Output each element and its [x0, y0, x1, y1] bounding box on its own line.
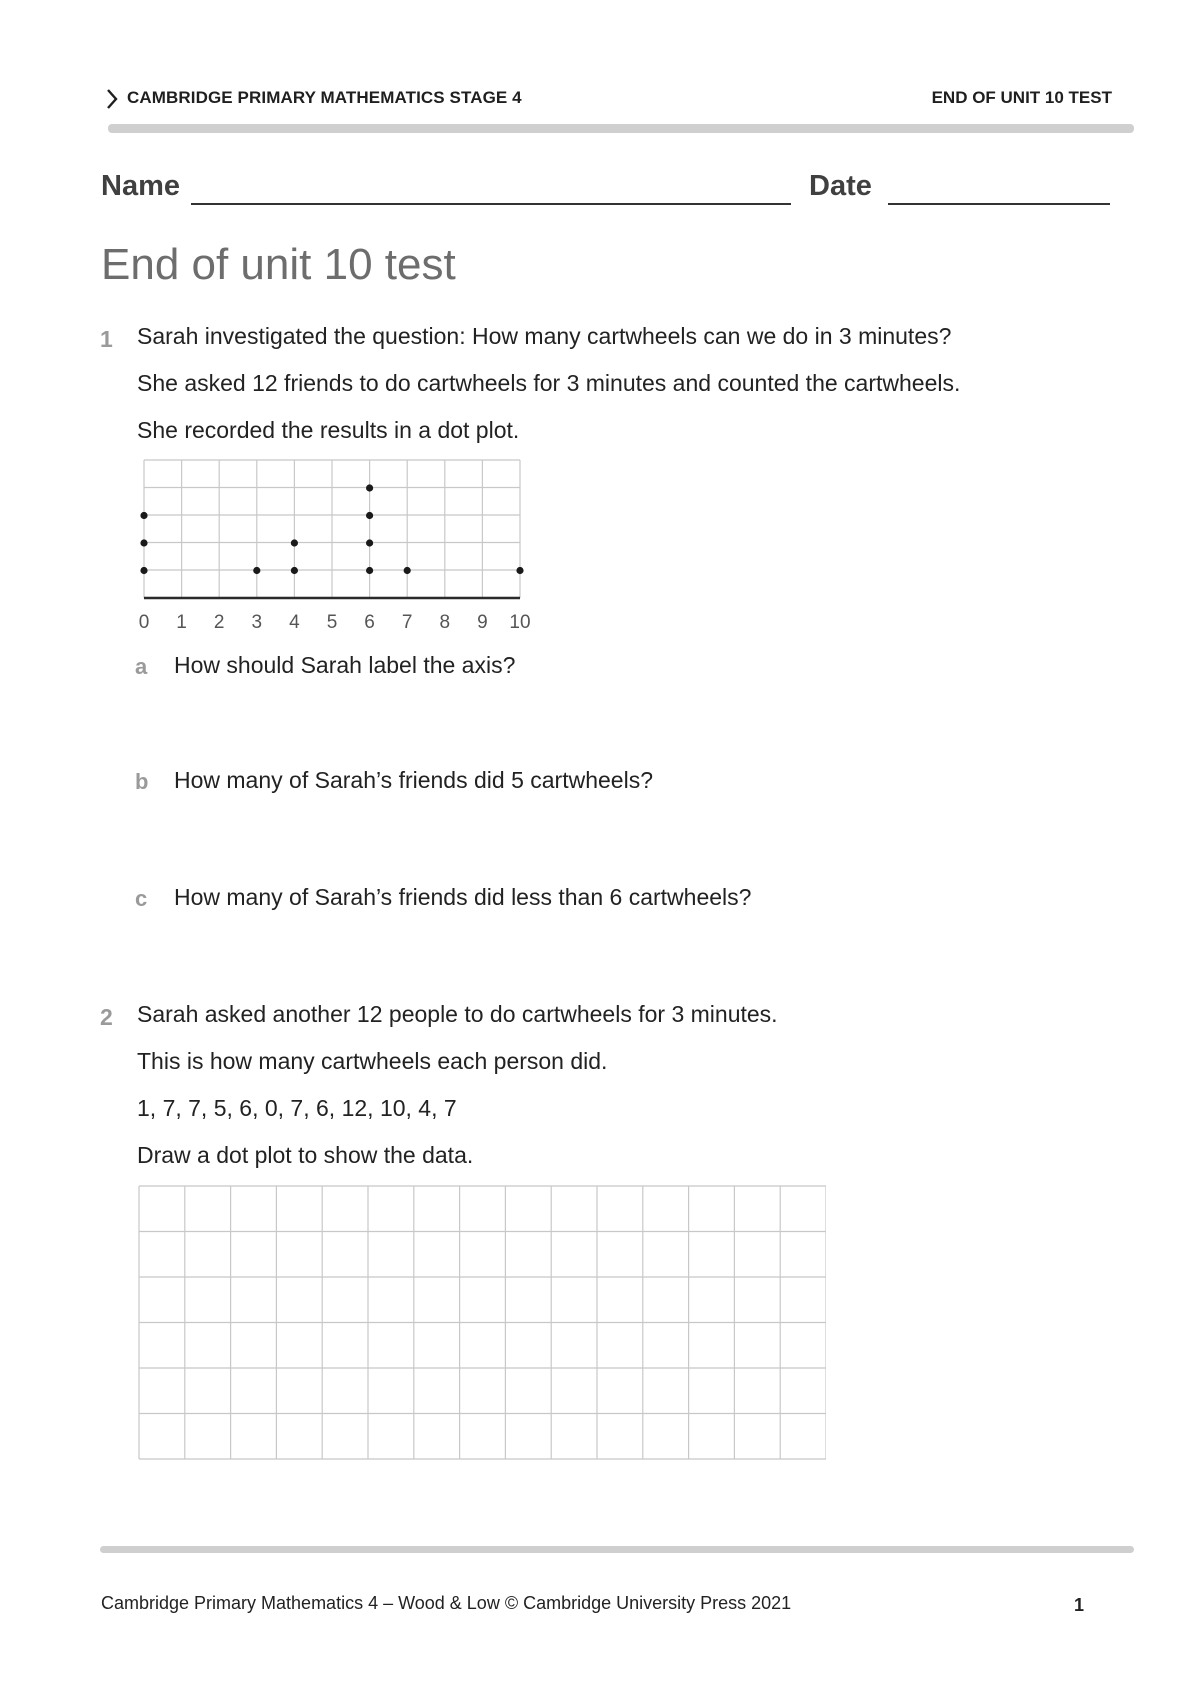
header-title: CAMBRIDGE PRIMARY MATHEMATICS STAGE 4 [127, 88, 522, 107]
running-header-right: END OF UNIT 10 TEST [931, 88, 1112, 107]
data-dot [366, 512, 373, 519]
data-dot [516, 567, 523, 574]
page-title: End of unit 10 test [101, 240, 456, 289]
data-dot [291, 539, 298, 546]
question-2-line-1: Sarah asked another 12 people to do cartwheels for 3 minutes. [137, 1001, 778, 1027]
answer-grid[interactable] [138, 1185, 826, 1461]
data-dot [140, 567, 147, 574]
question-1-line-2: She asked 12 friends to do cartwheels for 3 minutes and counted the cartwheels. [137, 370, 961, 396]
dot-plot-tick-labels [139, 612, 531, 633]
question-1c-text: How many of Sarah’s friends did less than 6 cartwheels? [174, 884, 752, 910]
question-2-number: 2 [100, 1004, 113, 1030]
question-2-line-2: This is how many cartwheels each person did. [137, 1048, 608, 1074]
chevron-right-icon [105, 88, 119, 110]
data-dot [366, 484, 373, 491]
tick-label: 6 [364, 612, 375, 633]
tick-label: 1 [176, 612, 187, 633]
question-1b-letter: b [135, 769, 149, 794]
data-dot [404, 567, 411, 574]
data-dot [291, 567, 298, 574]
tick-label: 9 [477, 612, 488, 633]
name-date-row [101, 170, 1121, 210]
data-dot [140, 512, 147, 519]
dot-plot [136, 455, 532, 635]
data-dot [366, 567, 373, 574]
question-1-line-3: She recorded the results in a dot plot. [137, 417, 520, 443]
tick-label: 7 [401, 612, 413, 633]
question-1a-letter: a [135, 654, 148, 679]
tick-label: 0 [138, 612, 150, 633]
question-2-data: 1, 7, 7, 5, 6, 0, 7, 6, 12, 10, 4, 7 [137, 1095, 457, 1121]
tick-label: 4 [289, 612, 300, 633]
data-dot [253, 567, 260, 574]
footer-rule [100, 1546, 1134, 1553]
date-field[interactable] [888, 203, 1110, 205]
question-1c-letter: c [135, 886, 148, 911]
tick-label: 3 [251, 612, 263, 633]
tick-label: 8 [439, 612, 451, 633]
tick-label: 10 [509, 612, 531, 633]
question-1a-text: How should Sarah label the axis? [174, 652, 516, 678]
tick-label: 2 [213, 612, 225, 633]
header-rule [108, 124, 1134, 133]
question-1-number: 1 [100, 326, 113, 352]
data-dot [140, 539, 147, 546]
question-2-line-4: Draw a dot plot to show the data. [137, 1142, 474, 1168]
data-dot [366, 539, 373, 546]
name-field[interactable] [191, 203, 791, 205]
dot-plot-grid [144, 460, 520, 598]
question-1-line-1: Sarah investigated the question: How many cartwheels can we do in 3 minutes? [137, 323, 952, 349]
page-number: 1 [1074, 1595, 1085, 1615]
footer-copyright: Cambridge Primary Mathematics 4 – Wood & Low © Cambridge University Press 2021 [101, 1593, 792, 1613]
question-1b-text: How many of Sarah’s friends did 5 cartwheels? [174, 767, 653, 793]
name-label: Name [101, 170, 180, 202]
tick-label: 5 [326, 612, 338, 633]
date-label: Date [809, 170, 872, 202]
